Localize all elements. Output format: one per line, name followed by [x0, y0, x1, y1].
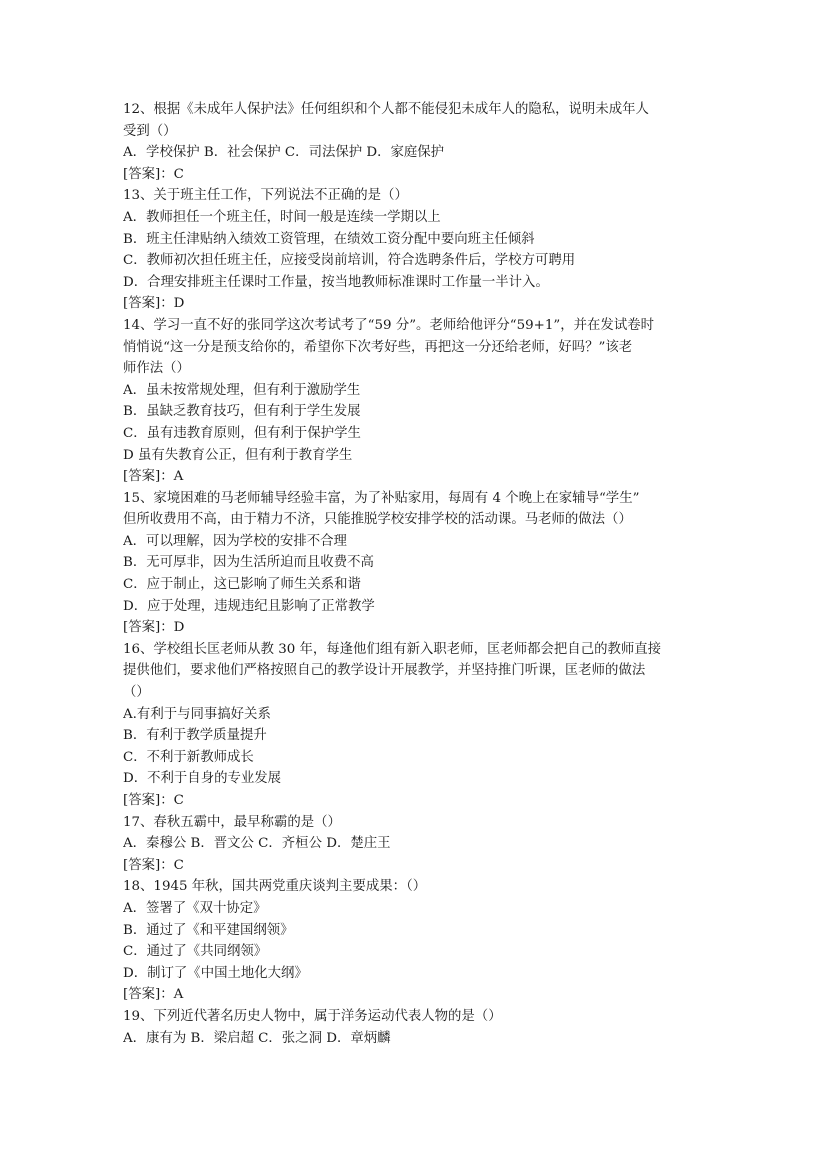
text-line: [答案]：C: [123, 857, 184, 873]
text-line: A．虽未按常规处理，但有利于激励学生: [123, 382, 361, 398]
text-line: 17、春秋五霸中，最早称霸的是（）: [123, 814, 341, 830]
text-line: A．学校保护 B．社会保护 C．司法保护 D．家庭保护: [123, 145, 445, 161]
text-line: 12、根据《未成年人保护法》任何组织和个人都不能侵犯未成年人的隐私，说明未成年人: [123, 102, 649, 117]
text-line: D．制订了《中国土地化大纲》: [123, 965, 308, 981]
text-line: [答案]：D: [123, 620, 185, 636]
text-line: 14、学习一直不好的张同学这次考试考了“59 分”。老师给他评分“59+1”，并在发试卷时: [123, 317, 654, 333]
text-line: 师作法（）: [123, 361, 190, 377]
text-line: A．秦穆公 B．晋文公 C．齐桓公 D．楚庄王: [123, 836, 391, 852]
text-line: 13、关于班主任工作，下列说法不正确的是（）: [123, 188, 408, 204]
text-line: [答案]：C: [123, 793, 184, 808]
text-line: （）: [123, 685, 150, 701]
text-line: 悄悄说“这一分是预支给你的，希望你下次考好些，再把这一分还给老师，好吗？”该老: [123, 339, 633, 355]
text-line: 受到（）: [123, 123, 177, 139]
text-line: C．教师初次担任班主任，应接受岗前培训，符合选聘条件后，学校方可聘用: [123, 253, 576, 269]
text-line: B．班主任津贴纳入绩效工资管理，在绩效工资分配中要向班主任倾斜: [123, 231, 535, 247]
text-line: B．无可厚非，因为生活所迫而且收费不高: [123, 555, 374, 571]
text-line: B．虽缺乏教育技巧，但有利于学生发展: [123, 404, 361, 420]
text-line: [答案]：A: [123, 987, 184, 1003]
text-line: A.有利于与同事搞好关系: [123, 706, 271, 722]
text-line: D．应于处理，违规违纪且影响了正常教学: [123, 598, 375, 614]
text-line: 但所收费用不高，由于精力不济，只能推脱学校安排学校的活动课。马老师的做法（）: [123, 512, 632, 528]
text-line: C．应于制止，这已影响了师生关系和谐: [123, 577, 361, 593]
text-line: A．教师担任一个班主任，时间一般是连续一学期以上: [123, 209, 441, 225]
text-line: 提供他们，要求他们严格按照自己的教学设计开展教学，并坚持推门听课，匡老师的做法: [123, 663, 646, 679]
text-line: 16、学校组长匡老师从教 30 年，每逢他们组有新入职老师，匡老师都会把自己的教师直接: [123, 641, 662, 657]
text-line: C．不利于新教师成长: [123, 749, 254, 765]
text-line: C．虽有违教育原则，但有利于保护学生: [123, 425, 361, 441]
text-line: B．有利于教学质量提升: [123, 728, 267, 744]
text-line: A．签署了《双十协定》: [123, 900, 267, 916]
text-line: 18、1945 年秋，国共两党重庆谈判主要成果：（）: [123, 879, 427, 895]
text-line: C．通过了《共同纲领》: [123, 944, 268, 960]
text-line: A．康有为 B．梁启超 C．张之洞 D．章炳麟: [123, 1030, 391, 1046]
text-line: [答案]：C: [123, 166, 184, 182]
text-line: [答案]：A: [123, 469, 184, 485]
text-line: B．通过了《和平建国纲领》: [123, 922, 294, 938]
text-line: D 虽有失教育公正，但有利于教育学生: [123, 447, 353, 463]
text-line: [答案]：D: [123, 296, 185, 312]
text-line: 19、下列近代著名历史人物中，属于洋务运动代表人物的是（）: [123, 1008, 502, 1024]
text-line: D．合理安排班主任课时工作量，按当地教师标准课时工作量一半计入。: [123, 274, 549, 290]
text-line: D．不利于自身的专业发展: [123, 771, 282, 787]
text-line: A．可以理解，因为学校的安排不合理: [123, 533, 347, 549]
text-line: 15、家境困难的马老师辅导经验丰富，为了补贴家用，每周有 4 个晚上在家辅导“学生”: [123, 490, 640, 506]
